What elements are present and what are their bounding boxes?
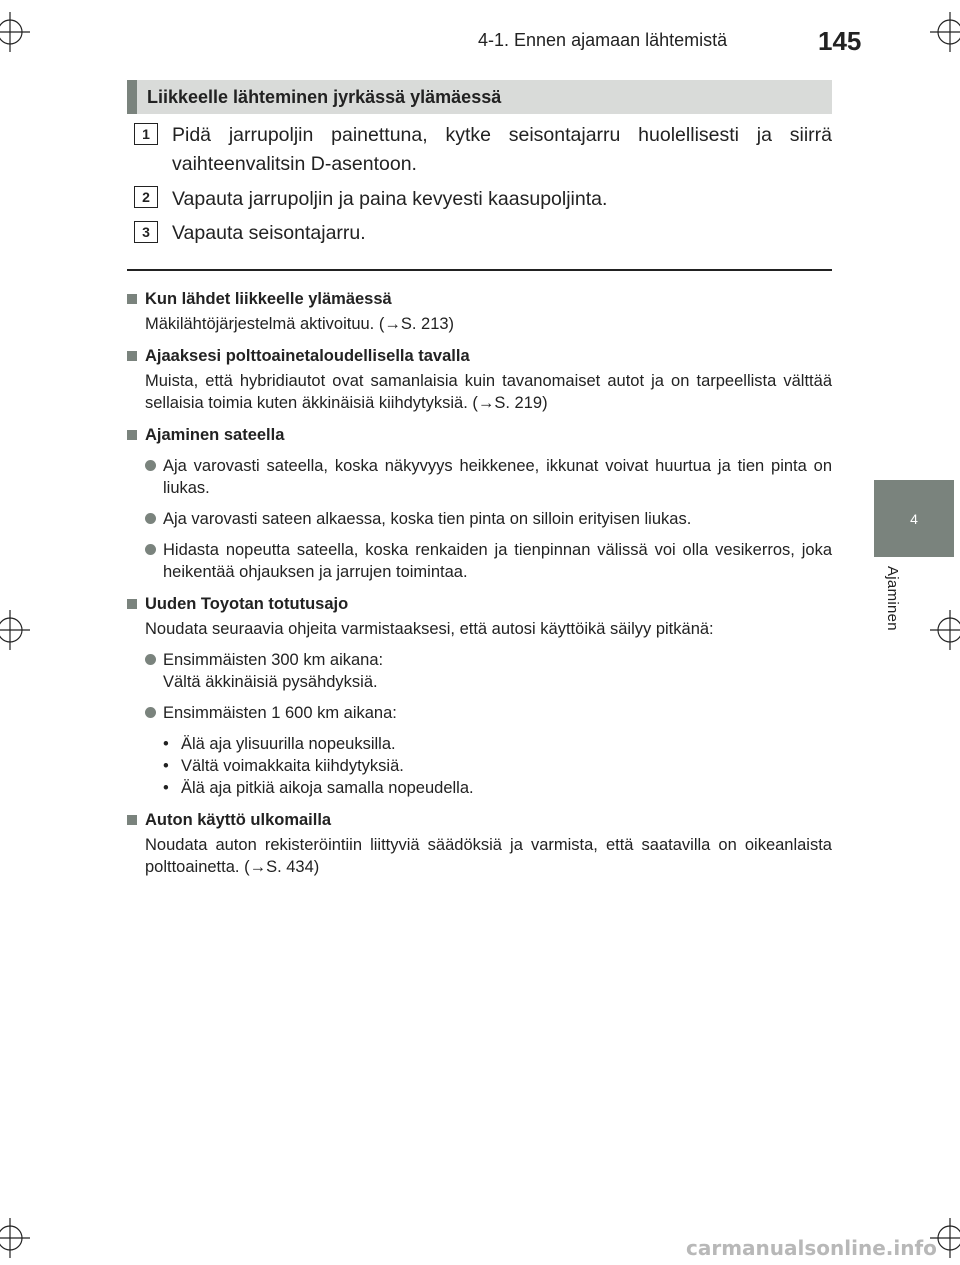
crop-mark-top-right (930, 12, 960, 52)
page-number: 145 (818, 26, 862, 56)
square-bullet-icon (127, 593, 139, 615)
rain-bullet-3: Hidasta nopeutta sateella, koska renkaiden ja tienpinnan välissä voi olla vesikerros, joka heikentää ohjauksen ja jarrujen toimintaa. (163, 541, 832, 581)
crop-mark-mid-right (930, 610, 960, 650)
chapter-number: 4 (910, 510, 918, 527)
sub-bullet-2: Vältä voimakkaita kiihdytyksiä. (181, 757, 404, 775)
square-bullet-icon (127, 288, 139, 310)
crop-mark-top-left (0, 12, 30, 52)
step-text-3: Vapauta seisontajarru. (172, 222, 366, 244)
note-text-break-in: Noudata seuraavia ohjeita varmistaaksesi, että autosi käyttöikä säilyy pitkänä: (145, 620, 714, 638)
rain-bullet-1: Aja varovasti sateella, koska näkyvyys heikkenee, ikkunat voivat huurtua ja tien pinta on liukas. (163, 457, 832, 497)
crop-mark-bottom-left (0, 1218, 30, 1258)
square-bullet-icon (127, 809, 139, 831)
sub-bullet-3: Älä aja pitkiä aikoja samalla nopeudella. (181, 779, 474, 797)
section-divider (127, 269, 832, 271)
note-title-abroad-text: Auton käyttö ulkomailla (145, 811, 332, 829)
chapter-tab (874, 480, 954, 557)
watermark: carmanualsonline.info (686, 1236, 937, 1260)
square-bullet-icon (127, 424, 139, 446)
list-item (145, 539, 832, 583)
section-title: Liikkeelle lähteminen jyrkässä ylämäessä (147, 86, 502, 107)
note-title-uphill-text: Kun lähdet liikkeelle ylämäessä (145, 290, 392, 308)
note-text-abroad: Noudata auton rekisteröintiin liittyviä säädöksiä ja varmista, että saatavilla on oikeanlaista polttoainetta. (→S. 434) (145, 836, 832, 876)
sub-bullet-1: Älä aja ylisuurilla nopeuksilla. (181, 735, 396, 753)
step-number-1: 1 (134, 123, 158, 145)
circle-bullet-icon (145, 702, 159, 724)
step-text-1: Pidä jarrupoljin painettuna, kytke seisontajarru huolellisesti ja siirrä vaihteenvalitsin D-asentoon. (172, 124, 832, 175)
step-number-2: 2 (134, 186, 158, 208)
list-item (145, 702, 832, 724)
note-text-economy: Muista, että hybridiautot ovat samanlaisia kuin tavanomaiset autot ja on tarpeellista välttää sellaisia toimia kuten äkkinäisiä kiihdytyksiä. (→S. 219) (145, 372, 832, 412)
list-item (145, 649, 832, 693)
break-in-bullet-2: Ensimmäisten 1 600 km aikana: (163, 704, 397, 722)
note-title-abroad (127, 809, 832, 831)
list-item: • Vältä voimakkaita kiihdytyksiä. (163, 757, 404, 775)
square-bullet-icon (127, 345, 139, 367)
section-title-bar (127, 80, 832, 114)
list-item: • Älä aja pitkiä aikoja samalla nopeudella. (163, 779, 474, 797)
step-text-2: Vapauta jarrupoljin ja paina kevyesti kaasupoljinta. (172, 188, 608, 210)
note-title-economy (127, 345, 832, 367)
chapter-label: Ajaminen (884, 566, 901, 631)
circle-bullet-icon (145, 649, 159, 693)
break-in-bullet-1 (163, 649, 832, 693)
note-title-rain (127, 424, 832, 446)
break-in-bullet-1-line2: Vältä äkkinäisiä pysähdyksiä. (163, 673, 378, 691)
break-in-sub-list (163, 733, 832, 799)
note-title-uphill (127, 288, 832, 310)
notes-content (127, 280, 832, 878)
note-title-rain-text: Ajaminen sateella (145, 426, 285, 444)
rain-bullet-2: Aja varovasti sateen alkaessa, koska tien pinta on silloin erityisen liukas. (163, 510, 692, 528)
circle-bullet-icon (145, 508, 159, 530)
header-section-title: 4-1. Ennen ajamaan lähtemistä (478, 30, 728, 50)
note-title-economy-text: Ajaaksesi polttoainetaloudellisella tavalla (145, 347, 470, 365)
step-number-3: 3 (134, 221, 158, 243)
list-item: • Älä aja ylisuurilla nopeuksilla. (163, 735, 396, 753)
list-item (145, 455, 832, 499)
circle-bullet-icon (145, 539, 159, 583)
circle-bullet-icon (145, 455, 159, 499)
crop-mark-mid-left (0, 610, 30, 650)
list-item (145, 508, 832, 530)
break-in-bullet-1-line1: Ensimmäisten 300 km aikana: (163, 651, 384, 669)
note-title-break-in (127, 593, 832, 615)
note-text-uphill: Mäkilähtöjärjestelmä aktivoituu. (→S. 213) (145, 315, 455, 333)
note-title-break-in-text: Uuden Toyotan totutusajo (145, 595, 349, 613)
